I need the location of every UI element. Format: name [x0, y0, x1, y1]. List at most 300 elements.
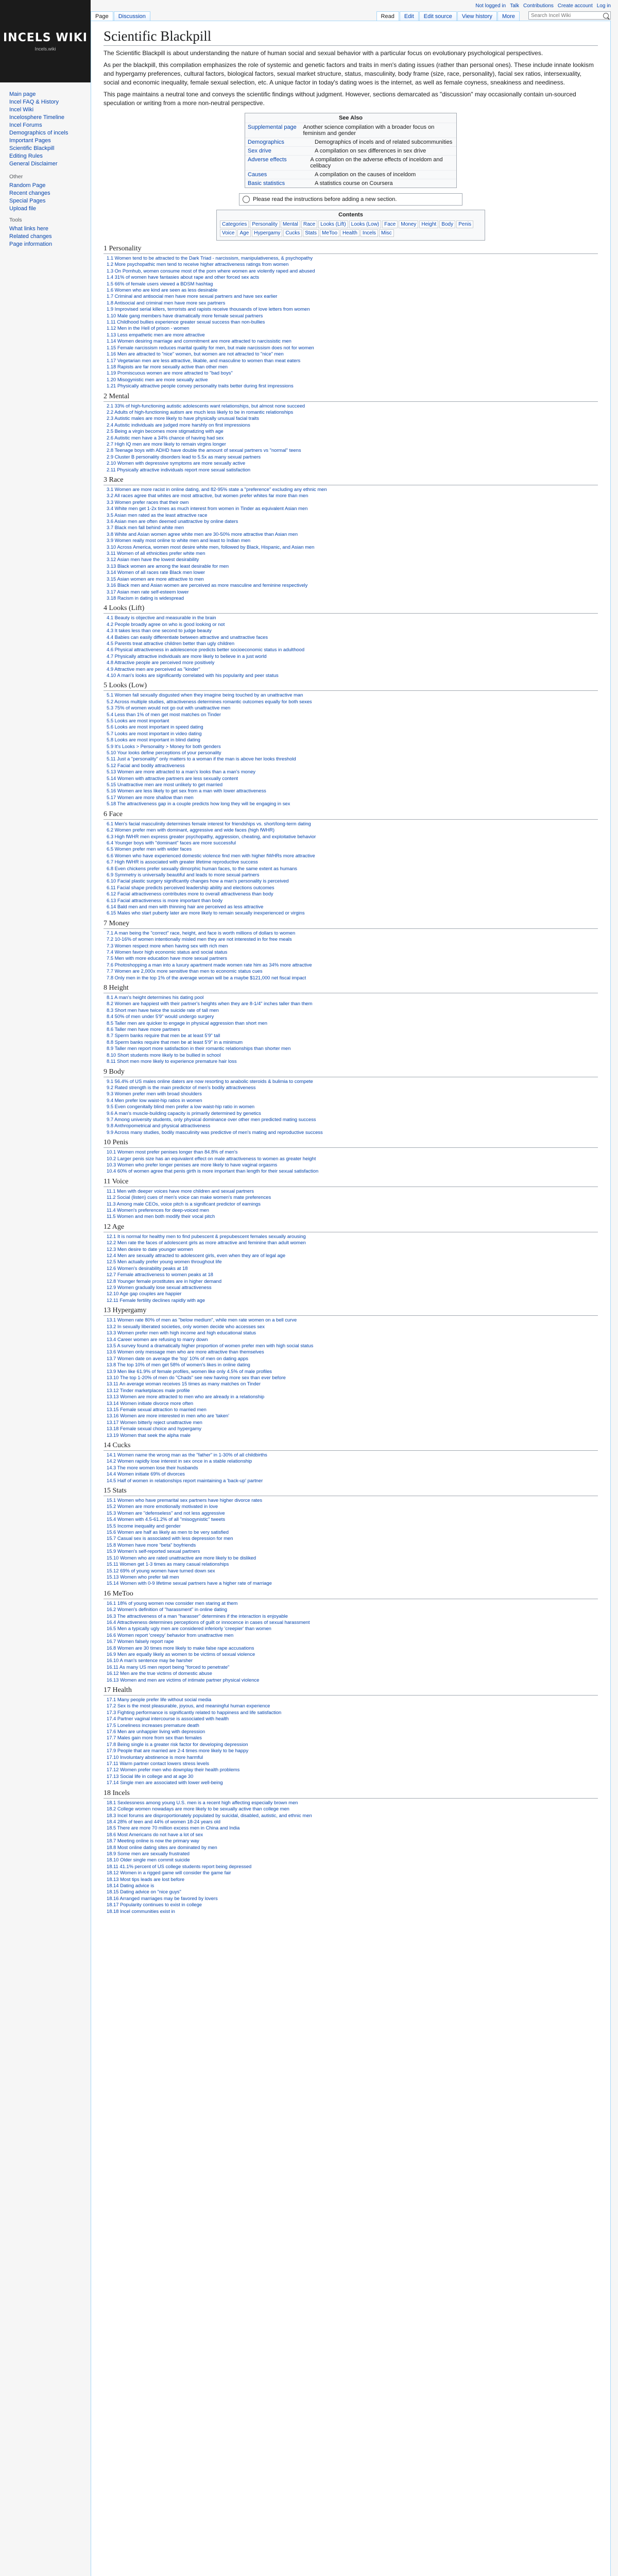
list-item[interactable]: 5.3 75% of women would not go out with unattractive men: [107, 705, 231, 711]
list-item[interactable]: 3.15 Asian women are more attractive to men: [107, 575, 204, 582]
list-item[interactable]: 3.5 Asian men rated as the least attractive race: [107, 512, 208, 518]
list-item[interactable]: 13.6 Women only message men who are more attractive than themselves: [107, 1349, 264, 1355]
list-item[interactable]: 9.4 Men prefer low waist-hip ratios in women: [107, 1097, 202, 1103]
personal-link[interactable]: Talk: [510, 3, 519, 9]
list-item[interactable]: 5.8 Looks are most important in blind dating: [107, 737, 200, 743]
list-item[interactable]: 1.6 Women who are kind are seen as less desirable: [107, 287, 218, 293]
see-also-link[interactable]: Adverse effects: [248, 157, 287, 163]
list-item[interactable]: 5.7 Looks are most important in video dating: [107, 730, 202, 736]
list-item[interactable]: 15.3 Women are "defenseless" and not less aggressive: [107, 1510, 225, 1516]
toc-category-link[interactable]: Race: [301, 221, 317, 228]
list-item[interactable]: 1.21 Physically attractive people convey personality traits better during first impressions: [107, 383, 294, 389]
list-item[interactable]: 8.6 Taller men have more partners: [107, 1026, 180, 1032]
tab-edit[interactable]: Edit: [400, 11, 419, 21]
list-item[interactable]: 14.5 Half of women in relationships report maintaining a 'back-up' partner: [107, 1477, 263, 1483]
section-list: [104, 1188, 598, 1220]
list-item[interactable]: 16.5 Men a typically ugly men are considered inferiorly 'creepier' than women: [107, 1625, 271, 1632]
list-item[interactable]: 12.3 Men desire to date younger women: [107, 1246, 193, 1252]
list-item[interactable]: 11.1 Men with deeper voices have more children and sexual partners: [107, 1188, 254, 1194]
list-item[interactable]: 13.18 Female sexual choice and hypergamy: [107, 1426, 201, 1432]
list-item[interactable]: 17.13 Social life in college and at age 30: [107, 1773, 194, 1779]
section-title: 5 Looks (Low): [104, 682, 147, 690]
sidebar-link[interactable]: Special Pages: [9, 198, 46, 204]
tab-read[interactable]: Read: [376, 11, 399, 21]
tab-page[interactable]: Page: [91, 11, 113, 21]
list-item[interactable]: 7.6 Photoshopping a man into a luxury apartment made women rate him as 34% more attractive: [107, 961, 312, 968]
list-item[interactable]: 7.5 Men with more education have more sexual partners: [107, 955, 227, 961]
list-item[interactable]: 5.13 Women are more attracted to a man's looks than a man's money: [107, 769, 255, 775]
list-item[interactable]: 16.8 Women are 30 times more likely to make false rape accusations: [107, 1645, 254, 1651]
list-item[interactable]: 7.8 Only men in the top 1% of the average woman will be a maybe $121,000 net fiscal impact: [107, 974, 306, 980]
list-item[interactable]: 18.5 There are more 70 million excess men in China and India: [107, 1825, 240, 1831]
list-item[interactable]: 6.15 Males who start puberty later are more likely to remain sexually inexperienced or virgins: [107, 910, 305, 916]
sidebar-link[interactable]: Demographics of incels: [9, 130, 68, 136]
list-item[interactable]: 10.3 Women who prefer longer penises are more likely to have vaginal orgasms: [107, 1161, 278, 1167]
sidebar-link[interactable]: Page information: [9, 241, 53, 247]
list-item[interactable]: 1.12 Men in the Hell of prison - women: [107, 325, 190, 331]
list-item[interactable]: 6.2 Women prefer men with dominant, aggressive and wide faces (high fWHR): [107, 827, 275, 833]
list-item[interactable]: 1.19 Promiscuous women are more attracted to "bad boys": [107, 370, 233, 376]
intro: [104, 49, 598, 108]
list-item[interactable]: 12.5 Men actually prefer young women throughout life: [107, 1259, 222, 1265]
section-heading: [104, 1307, 598, 1316]
list-item[interactable]: 3.14 Women of all races rate Black men lower: [107, 569, 205, 575]
toc-category-link[interactable]: Money: [399, 221, 418, 228]
list-item[interactable]: 8.1 A man's height determines his dating pool: [107, 994, 204, 1001]
list-item[interactable]: 5.1 Women fall sexually disgusted when they imagine being touched by an unattractive man: [107, 692, 303, 698]
section: [104, 604, 598, 679]
list-item[interactable]: 9.1 56.4% of US males online daters are now resorting to anabolic steroids & bulimia to compete: [107, 1078, 313, 1084]
list-item[interactable]: 15.1 Women who have premarital sex partners have higher divorce rates: [107, 1497, 263, 1503]
list-item[interactable]: 8.7 Sperm banks require that men be at least 5'9" tall: [107, 1032, 220, 1039]
sidebar-link[interactable]: Important Pages: [9, 138, 51, 144]
list-item[interactable]: 1.18 Rapists are far more sexually active than other men: [107, 363, 228, 369]
see-also-link[interactable]: Supplemental page: [248, 124, 297, 130]
list-item[interactable]: 2.11 Physically attractive individuals report more sexual satisfaction: [107, 466, 251, 472]
list-item[interactable]: 2.2 Adults of high-functioning autism are much less likely to be in romantic relationships: [107, 409, 294, 415]
list-item[interactable]: 13.5 A survey found a dramatically higher proportion of women prefer men with high social status: [107, 1342, 314, 1348]
list-item[interactable]: 6.4 Younger boys with "dominant" faces are more successful: [107, 839, 236, 845]
list-item[interactable]: 16.9 Men are equally likely as women to be victims of sexual violence: [107, 1651, 255, 1657]
list-item[interactable]: 8.3 Short men have twice the suicide rate of tall men: [107, 1007, 219, 1013]
list-item[interactable]: 11.3 Among male CEOs, voice pitch is a significant predictor of earnings: [107, 1200, 261, 1207]
list-item[interactable]: 11.5 Women and men both modify their vocal pitch: [107, 1213, 215, 1219]
toc-category-link[interactable]: Personality: [250, 221, 279, 228]
list-item[interactable]: 2.9 Cluster B personality disorders lead to 5.5x as many sexual partners: [107, 453, 261, 460]
list-item[interactable]: 16.11 As many US men report being "forced to penetrate": [107, 1664, 230, 1670]
list-item[interactable]: 4.9 Attractive men are perceived as "kinder": [107, 666, 200, 672]
list-item[interactable]: 1.4 31% of women have fantasies about rape and other forced sex acts: [107, 274, 260, 280]
list-item[interactable]: 15.7 Casual sex is associated with less depression for men: [107, 1535, 233, 1541]
list-item[interactable]: 12.9 Women gradually lose sexual attractiveness: [107, 1284, 212, 1291]
list-item[interactable]: 3.17 Asian men rate self-esteem lower: [107, 588, 189, 595]
list-item[interactable]: 17.12 Women prefer men who downplay their health problems: [107, 1767, 240, 1773]
list-item[interactable]: 15.5 Income inequality and gender: [107, 1522, 181, 1529]
list-item[interactable]: 18.13 Most tips leads are lost before: [107, 1876, 185, 1882]
list-item[interactable]: 5.2 Across multiple studies, attractiveness determines romantic outcomes equally for both sexes: [107, 698, 312, 704]
list-item[interactable]: 5.17 Women are more shallow than men: [107, 794, 194, 800]
list-item[interactable]: 1.9 Improvised serial killers, terrorists and rapists receive thousands of love letters from women: [107, 306, 310, 312]
list-item[interactable]: 18.4 28% of teen and 44% of women 18-24 years old: [107, 1818, 220, 1824]
toc-category-link[interactable]: Health: [340, 229, 359, 237]
list-item[interactable]: 3.6 Asian men are often deemed unattractive by online daters: [107, 518, 238, 524]
sidebar-other-nav: [9, 173, 87, 213]
list-item[interactable]: 12.6 Women's desirability peaks at 18: [107, 1265, 188, 1271]
list-item[interactable]: 3.1 Women are more racist in online dating, and 82-95% state a "preference" excluding any ethnic men: [107, 486, 327, 492]
list-item[interactable]: 7.1 A man being the "correct" race, height, and face is worth millions of dollars to women: [107, 929, 296, 936]
section-heading: [104, 1068, 598, 1077]
list-item[interactable]: 15.2 Women are more emotionally motivated in love: [107, 1503, 218, 1510]
list-item[interactable]: 10.2 Larger penis size has an equivalent effect on male attractiveness to women as greater height: [107, 1155, 316, 1161]
tab-view-history[interactable]: View history: [457, 11, 497, 21]
list-item[interactable]: 16.7 Women falsely report rape: [107, 1638, 174, 1645]
list-item[interactable]: 6.13 Facial attractiveness is more important than body: [107, 897, 223, 903]
list-item[interactable]: 17.8 Being single is a greater risk factor for developing depression: [107, 1741, 248, 1747]
sidebar-link[interactable]: Recent changes: [9, 190, 50, 196]
list-item[interactable]: 14.2 Women rapidly lose interest in sex once in a stable relationship: [107, 1458, 252, 1464]
personal-link[interactable]: Log in: [596, 3, 611, 9]
list-item[interactable]: 6.7 High fWHR is associated with greater lifetime reproductive success: [107, 859, 258, 865]
list-item[interactable]: 18.6 Most Americans do not have a lot of sex: [107, 1831, 203, 1837]
logo-text: INCELS WIKI: [3, 31, 88, 44]
list-item[interactable]: 4.6 Physical attractiveness in adolescence predicts better socioeconomic status in adulthood: [107, 647, 305, 653]
list-item[interactable]: 1.17 Vegetarian men are less attractive, likable, and masculine to women than meat eaters: [107, 357, 301, 363]
list-item[interactable]: 1.2 More psychopathic men tend to receive higher attractiveness ratings from women: [107, 261, 289, 267]
list-item[interactable]: 1.7 Criminal and antisocial men have more sexual partners and have sex earlier: [107, 293, 278, 299]
list-item[interactable]: 3.8 White and Asian women agree white men are 30-50% more attractive than Asian men: [107, 531, 298, 537]
list-item[interactable]: 1.8 Antisocial and criminal men have more sex partners: [107, 299, 226, 306]
list-item[interactable]: 17.4 Partner vaginal intercourse is associated with health: [107, 1716, 229, 1722]
tab-more[interactable]: More: [497, 11, 520, 21]
list-item[interactable]: 9.9 Across many studies, bodily masculinity was predictive of men's mating and reproductive success: [107, 1129, 323, 1135]
list-item[interactable]: 18.18 Incel communities exist in: [107, 1908, 175, 1914]
list-item[interactable]: 11.4 Women's preferences for deep-voiced men: [107, 1207, 209, 1213]
list-item[interactable]: 18.1 Sexlessness among young U.S. men is a recent high affecting especially brown men: [107, 1799, 298, 1805]
see-also-row: [245, 155, 456, 170]
toc-category-link[interactable]: Cucks: [283, 229, 302, 237]
list-item[interactable]: 3.16 Black men and Asian women are perceived as more masculine and feminine respectively: [107, 582, 308, 588]
list-item[interactable]: 12.1 It is normal for healthy men to find pubescent & prepubescent females sexually arousing: [107, 1233, 306, 1239]
see-also-link[interactable]: Sex drive: [248, 148, 271, 154]
list-item[interactable]: 5.11 Just a "personality" only matters to a woman if the man is above her looks threshold: [107, 756, 296, 762]
section-title: 4 Looks (Lift): [104, 604, 145, 613]
list-item[interactable]: 9.8 Anthropometrical and physical attractiveness: [107, 1123, 211, 1129]
list-item[interactable]: 17.5 Loneliness increases premature death: [107, 1722, 199, 1728]
list-item[interactable]: 8.11 Short men more likely to experience premature hair loss: [107, 1058, 237, 1064]
list-item[interactable]: 5.9 It's Looks > Personality > Money for both genders: [107, 743, 221, 749]
list-item[interactable]: 6.1 Men's facial masculinity determines female interest for friendships vs. short/long-term dating: [107, 820, 311, 826]
list-item[interactable]: 5.12 Facial and bodily attractiveness: [107, 762, 185, 768]
list-item[interactable]: 4.10 A man's looks are significantly correlated with his popularity and peer status: [107, 672, 279, 678]
toc-category-link[interactable]: Penis: [456, 221, 473, 228]
list-item[interactable]: 9.5 Even congenitally blind men prefer a low waist-hip ratio in women: [107, 1104, 255, 1110]
list-item[interactable]: 4.5 Parents treat attractive children better than ugly children: [107, 640, 235, 646]
list-item[interactable]: 6.5 Women prefer men with wider faces: [107, 846, 192, 852]
list-item[interactable]: 5.10 Your looks define perceptions of your personality: [107, 750, 221, 756]
list-item[interactable]: 9.6 A man's muscle-building capacity is primarily determined by genetics: [107, 1110, 261, 1116]
list-item[interactable]: 18.12 Women in a rigged game will consider the game fair: [107, 1870, 231, 1876]
list-item[interactable]: 11.2 Social (listen) cues of men's voice can make women's mate preferences: [107, 1194, 271, 1200]
list-item[interactable]: 18.10 Older single men commit suicide: [107, 1857, 190, 1863]
section-title: 18 Incels: [104, 1789, 130, 1797]
list-item[interactable]: 17.7 Males gain more from sex than females: [107, 1735, 202, 1741]
list-item[interactable]: 15.13 Women who prefer tall men: [107, 1573, 179, 1580]
list-item[interactable]: 6.11 Facial shape predicts perceived leadership ability and elections outcomes: [107, 884, 274, 890]
list-item[interactable]: 2.10 Women with depressive symptoms are more sexually active: [107, 460, 246, 466]
sidebar-link[interactable]: Related changes: [9, 233, 52, 240]
list-item[interactable]: 13.15 Female sexual attraction to married men: [107, 1406, 207, 1412]
list-item[interactable]: 6.14 Bald men and men with thinning hair are perceived as less attractive: [107, 903, 264, 909]
list-item[interactable]: 4.3 It takes less than one second to judge beauty: [107, 628, 212, 634]
site-logo[interactable]: [0, 0, 91, 82]
toc-category-link[interactable]: Stats: [303, 229, 319, 237]
list-item[interactable]: 3.10 Across America, women most desire white men, followed by Black, Hispanic, and Asian men: [107, 544, 315, 550]
list-item[interactable]: 13.12 Tinder marketplaces male profile: [107, 1387, 190, 1393]
list-item[interactable]: 1.14 Women desiring marriage and commitment are more attracted to narcissistic men: [107, 338, 291, 344]
sidebar-link[interactable]: What links here: [9, 226, 48, 232]
list-item[interactable]: 2.5 Being a virgin becomes more stigmatizing with age: [107, 428, 224, 434]
list-item[interactable]: 4.7 Physically attractive individuals are more likely to believe in a just world: [107, 653, 267, 659]
list-item[interactable]: 6.10 Facial plastic surgery significantly changes how a man's personality is perceived: [107, 878, 289, 884]
list-item[interactable]: 3.13 Black women are among the least desirable for men: [107, 563, 229, 569]
sidebar-link[interactable]: Main page: [9, 91, 36, 97]
toc-category-link[interactable]: Face: [382, 221, 398, 228]
toc-category-link[interactable]: Age: [237, 229, 251, 237]
list-item[interactable]: 5.4 Less than 1% of men get most matches on Tinder: [107, 711, 221, 717]
list-item[interactable]: 16.4 Attractiveness determines perceptions of guilt or innocence in cases of sexual harassment: [107, 1619, 310, 1625]
list-item[interactable]: 5.5 Looks are most important: [107, 718, 169, 723]
list-item[interactable]: 7.4 Women favor high economic status and social status: [107, 949, 228, 955]
list-item[interactable]: 18.16 Arranged marriages may be favored by lovers: [107, 1895, 218, 1901]
list-item[interactable]: 18.7 Meeting online is now the primary way: [107, 1838, 199, 1844]
list-item[interactable]: 9.2 Rated strength is the main predictor of men's bodily attractiveness: [107, 1084, 256, 1090]
list-item[interactable]: 4.8 Attractive people are perceived more positively: [107, 659, 215, 666]
list-item[interactable]: 5.18 The attractiveness gap in a couple predicts how long they will be engaging in sex: [107, 801, 290, 807]
list-item[interactable]: 12.10 Age gap couples are happier: [107, 1291, 182, 1297]
list-item[interactable]: 7.7 Women are 2,000x more sensitive than men to economic status cues: [107, 968, 263, 974]
toc-category-link[interactable]: Looks (Lift): [318, 221, 348, 228]
toc-category-link[interactable]: MeToo: [320, 229, 339, 237]
see-also-heading: See Also: [338, 115, 363, 121]
tab-edit-source[interactable]: Edit source: [419, 11, 457, 21]
list-item[interactable]: 18.8 Most online dating sites are dominated by men: [107, 1844, 217, 1850]
list-item[interactable]: 2.6 Autistic men have a 34% chance of having had sex: [107, 434, 224, 440]
list-item[interactable]: 17.10 Involuntary abstinence is more harmful: [107, 1754, 203, 1760]
toc-category-link[interactable]: Body: [439, 221, 455, 228]
list-item[interactable]: 1.15 Female narcissism reduces marital quality for men, but male narcissism does not for women: [107, 344, 314, 350]
list-item[interactable]: 2.4 Autistic individuals are judged more harshly on first impressions: [107, 421, 250, 428]
list-item[interactable]: 18.11 41.1% percent of US college students report being depressed: [107, 1863, 252, 1869]
section-list: [104, 692, 598, 807]
list-item[interactable]: 8.10 Short students more likely to be bullied in school: [107, 1052, 221, 1058]
sidebar-link[interactable]: Incelosphere Timeline: [9, 114, 65, 121]
list-item[interactable]: 17.6 Men are unhappier living with depression: [107, 1728, 205, 1735]
list-item[interactable]: 1.10 Male gang members have dramatically more female sexual partners: [107, 312, 263, 318]
personal-link[interactable]: Not logged in: [475, 3, 506, 9]
list-item[interactable]: 16.6 Women report 'creepy' behavior from unattractive men: [107, 1632, 234, 1638]
list-item[interactable]: 16.3 The attractiveness of a man "harasser" determines if the interaction is enjoyable: [107, 1613, 288, 1619]
sidebar-link[interactable]: Editing Rules: [9, 153, 43, 159]
list-item[interactable]: 13.8 The top 10% of men get 58% of women's likes in online dating: [107, 1362, 250, 1368]
list-item[interactable]: 15.12 69% of young women have turned down sex: [107, 1567, 215, 1573]
list-item[interactable]: 13.14 Women initiate divorce more often: [107, 1400, 194, 1406]
list-item[interactable]: 1.20 Misogynistic men are more sexually active: [107, 376, 208, 382]
toc-category-link[interactable]: Mental: [281, 221, 300, 228]
list-item[interactable]: 16.12 Men are the true victims of domestic abuse: [107, 1670, 212, 1676]
list-item[interactable]: 3.3 Women prefer races that their own: [107, 499, 189, 505]
list-item[interactable]: 13.7 Women date on average the 'top' 10% of men on dating apps: [107, 1355, 248, 1361]
tab-discussion[interactable]: Discussion: [114, 11, 150, 21]
section-list: [104, 1600, 598, 1683]
list-item[interactable]: 6.12 Facial attractiveness contributes more to overall attractiveness than body: [107, 891, 273, 897]
see-also-link[interactable]: Basic statistics: [248, 180, 285, 187]
list-item[interactable]: 13.16 Women are more interested in men who are 'taken': [107, 1413, 229, 1419]
list-item[interactable]: 6.9 Symmetry is universally beautiful and leads to more sexual partners: [107, 871, 260, 877]
sidebar-link[interactable]: Incel FAQ & History: [9, 99, 59, 105]
list-item[interactable]: 12.11 Female fertility declines rapidly with age: [107, 1297, 205, 1303]
section-list: [104, 403, 598, 473]
list-item[interactable]: 3.18 Racism in dating is widespread: [107, 595, 184, 601]
list-item[interactable]: 18.3 Incel forums are disproportionately populated by suicidal, disabled, autistic, and ethnic men: [107, 1812, 312, 1818]
list-item[interactable]: 1.16 Men are attracted to "nice" women, but women are not attracted to "nice" men: [107, 351, 284, 357]
list-item[interactable]: 15.6 Women are half as likely as men to be very satisfied: [107, 1529, 229, 1535]
list-item[interactable]: 7.2 10-16% of women intentionally misled men they are not interested in for free meals: [107, 936, 292, 942]
list-item[interactable]: 2.3 Autistic males are more likely to have physically unusual facial traits: [107, 415, 259, 421]
list-item[interactable]: 9.3 Women prefer men with broad shoulders: [107, 1091, 202, 1097]
list-item[interactable]: 9.7 Among university students, only physical dominance over other men predicted mating success: [107, 1116, 316, 1122]
list-item[interactable]: 1.11 Childhood bullies experience greater sexual success than non-bullies: [107, 319, 265, 325]
list-item[interactable]: 13.4 Career women are refusing to marry down: [107, 1336, 208, 1342]
list-item[interactable]: 18.9 Some men are sexually frustrated: [107, 1850, 190, 1856]
list-item[interactable]: 2.8 Teenage boys with ADHD have double the amount of sexual partners vs "normal" teens: [107, 447, 301, 453]
list-item[interactable]: 8.5 Taller men are quicker to engage in physical aggression than short men: [107, 1020, 267, 1026]
toc-category-link[interactable]: Voice: [220, 229, 236, 237]
list-item[interactable]: 17.11 Warm partner contact lowers stress levels: [107, 1760, 210, 1767]
list-item[interactable]: 18.17 Popularity continues to exist in college: [107, 1902, 202, 1908]
search-icon[interactable]: [603, 13, 609, 19]
list-item[interactable]: 13.13 Women are more attracted to men who are already in a relationship: [107, 1394, 265, 1400]
list-item[interactable]: 13.9 Men like 61.9% of female profiles, women like only 4.5% of male profiles: [107, 1368, 272, 1374]
list-item[interactable]: 15.4 Women with 4.5-61.2% of all "misogynistic" tweets: [107, 1516, 226, 1522]
list-item[interactable]: 6.8 Even chickens prefer sexually dimorphic human faces, to the same extent as humans: [107, 865, 297, 871]
list-item[interactable]: 13.11 An average woman receives 15 times as many matches on Tinder: [107, 1381, 261, 1387]
list-item[interactable]: 13.1 Women rate 80% of men as "below medium", while men rate women on a bell curve: [107, 1317, 297, 1323]
section-list: [104, 1078, 598, 1136]
personal-link[interactable]: Contributions: [523, 3, 554, 9]
list-item[interactable]: 10.1 Women most prefer penises longer than 84.8% of men's: [107, 1149, 238, 1155]
list-item[interactable]: 8.2 Women are happiest with their partner's heights when they are 8-1/4" inches taller than them: [107, 1001, 313, 1007]
list-item[interactable]: 5.14 Women with attractive partners are less sexually content: [107, 775, 238, 781]
list-item[interactable]: 12.2 Men rate the faces of adolescent girls as more attractive and feminine than adult women: [107, 1240, 306, 1246]
list-item[interactable]: 8.8 Sperm banks require that men be at least 5'9" in a minimum: [107, 1039, 243, 1045]
sidebar-link[interactable]: General Disclaimer: [9, 161, 58, 167]
list-item[interactable]: 2.1 33% of high-functioning autistic adolescents want relationships, but almost none succeed: [107, 402, 305, 409]
list-item[interactable]: 12.8 Younger female prostitutes are in higher demand: [107, 1278, 222, 1284]
toc-category-link[interactable]: Misc: [379, 229, 394, 237]
list-item[interactable]: 6.3 High fWHR men express greater psychopathy, aggression, cheating, and exploitative behavior: [107, 833, 316, 839]
list-item[interactable]: 13.17 Women bitterly reject unattractive men: [107, 1419, 202, 1425]
list-item[interactable]: 13.3 Women prefer men with high income and high educational status: [107, 1330, 256, 1336]
list-item[interactable]: 7.3 Women respect more when having sex with rich men: [107, 942, 228, 948]
list-item[interactable]: 3.4 White men get 1-2x times as much interest from women in Tinder as equivalent Asian men: [107, 505, 308, 512]
list-item[interactable]: 3.11 Women of all ethnicities prefer white men: [107, 550, 205, 556]
list-item[interactable]: 14.4 Women initiate 69% of divorces: [107, 1471, 185, 1477]
list-item[interactable]: 17.9 People that are married are 2-4 times more likely to be happy: [107, 1748, 249, 1754]
toc-category-link[interactable]: Height: [419, 221, 438, 228]
list-item[interactable]: 13.2 In sexually liberated societies, only women decide who accesses sex: [107, 1323, 265, 1329]
list-item[interactable]: 4.1 Beauty is objective and measurable in the brain: [107, 615, 216, 621]
list-item[interactable]: 14.3 The more women lose their husbands: [107, 1464, 198, 1470]
list-item[interactable]: 5.16 Women are less likely to get sex from a man with lower attractiveness: [107, 788, 266, 794]
list-item[interactable]: 1.13 Less empathetic men are more attractive: [107, 331, 205, 337]
toc-category-link[interactable]: Categories: [220, 221, 249, 228]
list-item[interactable]: 16.2 Women's definition of "harassment" in online dating: [107, 1606, 227, 1613]
list-item[interactable]: 6.6 Women who have experienced domestic violence find men with higher fWHRs more attractive: [107, 852, 315, 858]
list-item[interactable]: 2.7 High IQ men are more likely to remain virgins longer: [107, 440, 226, 447]
list-item[interactable]: 18.14 Dating advice is: [107, 1882, 154, 1888]
list-item[interactable]: 18.15 Dating advice on "nice guys": [107, 1889, 181, 1895]
list-item[interactable]: 4.4 Babies can easily differentiate between attractive and unattractive faces: [107, 634, 268, 640]
list-item[interactable]: 1.5 66% of female users viewed a BDSM hashtag: [107, 280, 213, 286]
list-item[interactable]: 12.7 Female attractiveness to women peaks at 18: [107, 1272, 213, 1278]
list-item[interactable]: 1.1 Women tend to be attracted to the Dark Triad - narcissism, manipulativeness, & psychopathy: [107, 255, 313, 261]
see-also-link[interactable]: Demographics: [248, 139, 284, 145]
list-item[interactable]: 15.8 Women have more "beta" boyfriends: [107, 1541, 196, 1548]
sidebar-link[interactable]: Scientific Blackpill: [9, 145, 55, 151]
see-also-link[interactable]: Causes: [248, 172, 267, 178]
section: [104, 245, 598, 389]
list-item[interactable]: 15.14 Women with 0-9 lifetime sexual partners have a higher rate of marriage: [107, 1580, 272, 1586]
list-item[interactable]: 17.14 Single men are associated with lower well-being: [107, 1780, 223, 1786]
toc-category-link[interactable]: Hypergamy: [252, 229, 282, 237]
list-item[interactable]: 8.9 Taller men report more satisfaction in their romantic relationships than shorter men: [107, 1045, 291, 1052]
list-item[interactable]: 8.4 50% of men under 5'9" would undergo surgery: [107, 1013, 214, 1020]
sidebar-link[interactable]: Incel Wiki: [9, 107, 34, 113]
list-item[interactable]: 13.19 Women that seek the alpha male: [107, 1432, 191, 1438]
list-item[interactable]: 5.6 Looks are most important in speed dating: [107, 724, 203, 730]
list-item[interactable]: 3.9 Women really most online to white men and least to Indian men: [107, 537, 251, 544]
list-item[interactable]: 5.15 Unattractive men are most unlikely to get married: [107, 782, 223, 788]
list-item[interactable]: 15.10 Women who are rated unattractive are more likely to be disliked: [107, 1554, 256, 1561]
list-item[interactable]: 16.1 18% of young women now consider men staring at them: [107, 1600, 238, 1606]
list-item[interactable]: 18.2 College women nowadays are more likely to be sexually active than college men: [107, 1806, 289, 1812]
list-item[interactable]: 17.2 Sex is the most pleasurable, joyous, and meaningful human experience: [107, 1703, 270, 1709]
list-item[interactable]: 3.7 Black men fall behind white men: [107, 524, 184, 531]
list-item[interactable]: 3.2 All races agree that whites are most attractive, but women prefer whites far more than men: [107, 493, 308, 499]
list-item[interactable]: 16.10 A man's sentence may be harsher: [107, 1657, 193, 1664]
personal-link[interactable]: Create account: [557, 3, 593, 9]
toc-category-link[interactable]: Looks (Low): [349, 221, 381, 228]
list-item[interactable]: 14.1 Women name the wrong man as the "father" in 1-30% of all childbirths: [107, 1452, 267, 1458]
toc-category-link[interactable]: Incels: [360, 229, 378, 237]
list-item[interactable]: 15.9 Women's self-reported sexual partners: [107, 1548, 200, 1554]
section: [104, 1139, 598, 1175]
list-item[interactable]: 16.13 Women and men are victims of intimate partner physical violence: [107, 1676, 260, 1683]
list-item[interactable]: 17.1 Many people prefer life without social media: [107, 1697, 212, 1702]
list-item[interactable]: 12.4 Men are sexually attracted to adolescent girls, even when they are of legal age: [107, 1252, 286, 1259]
list-item[interactable]: 10.4 60% of women agree that penis girth is more important than length for their sexual satisfaction: [107, 1168, 319, 1174]
sidebar-link[interactable]: Incel Forums: [9, 122, 42, 128]
search-input[interactable]: [528, 11, 611, 20]
list-item[interactable]: 15.11 Women get 1-3 times as many casual relationships: [107, 1561, 229, 1567]
list-item[interactable]: 13.10 The top 1-20% of men do "Chads" see new having more sex than ever before: [107, 1374, 286, 1380]
sidebar-link[interactable]: Random Page: [9, 182, 46, 189]
list-item[interactable]: 3.12 Asian men have the lowest desirability: [107, 556, 199, 563]
list-item[interactable]: 17.3 Fighting performance is significantly related to happiness and life satisfaction: [107, 1709, 282, 1715]
list-item[interactable]: 1.3 On Pornhub, women consume most of the porn where women are violently raped and abused: [107, 267, 315, 274]
sidebar-link[interactable]: Upload file: [9, 206, 36, 212]
list-item[interactable]: 4.2 People broadly agree on who is good looking or not: [107, 621, 225, 627]
